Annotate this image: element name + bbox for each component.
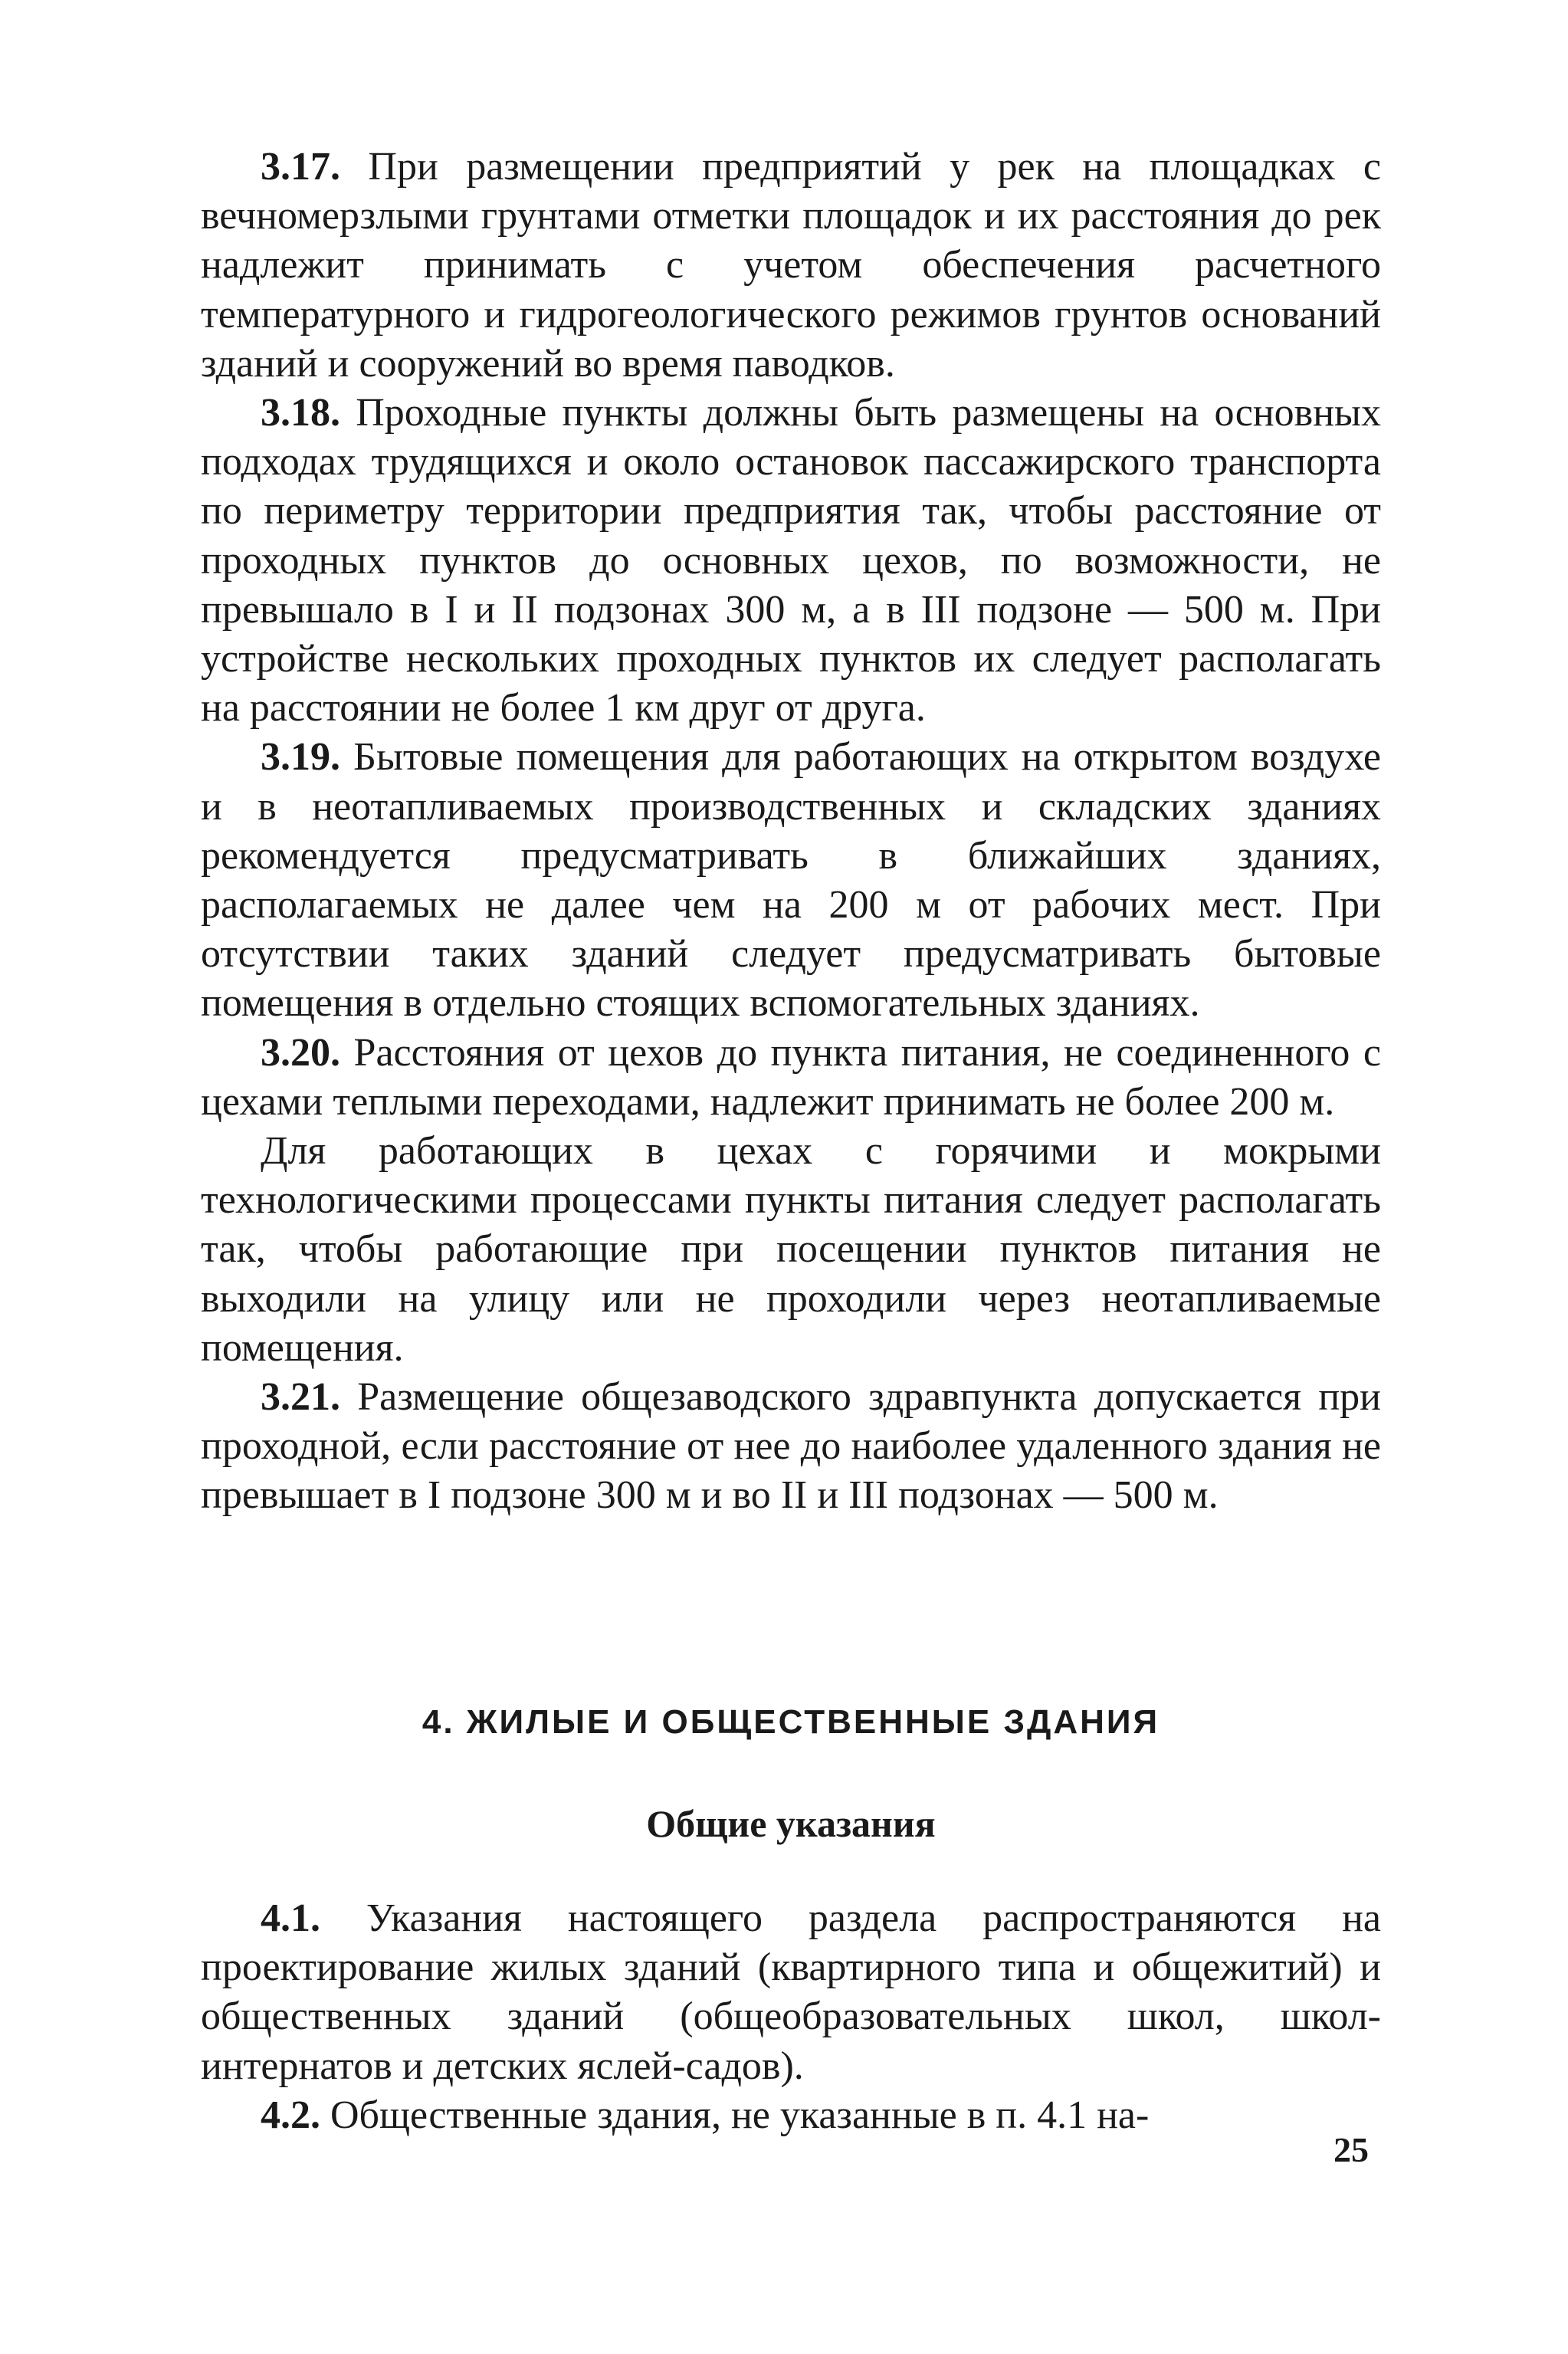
paragraph-text: Расстояния от цехов до пункта питания, не соединенного с цехами теплыми переходами, надлежит принимать не более 200 м. [201, 1030, 1381, 1124]
paragraph-text: При размещении предприятий у рек на площадках с вечномерзлыми грунтами отметки площадок и их расстояния до рек надлежит принимать с учетом обеспечения расчетного температурного и гидрогеологического режимов грунтов оснований зданий и сооружений во время паводков. [201, 145, 1381, 386]
paragraph-3-20-continued [201, 1127, 1381, 1373]
paragraph-text: Проходные пункты должны быть размещены на основных подходах трудящихся и около остановок пассажирского транспорта по периметру территории предприятия так, чтобы расстояние от проходных пунктов до основных цехов, по возможности, не превышало в I и II подзонах 300 м, а в III подзоне — 500 м. При устройстве нескольких проходных пунктов их следует располагать на расстоянии не более 1 км друг от друга. [201, 391, 1381, 730]
paragraph-4-1 [201, 1894, 1381, 2091]
paragraph-3-21 [201, 1373, 1381, 1521]
paragraph-3-20 [201, 1029, 1381, 1127]
text-block-upper [201, 143, 1381, 1521]
paragraph-number: 3.19. [261, 735, 340, 780]
subsection-title: Общие указания [646, 1802, 936, 1845]
paragraph-text: Размещение общезаводского здравпункта допускается при проходной, если расстояние от нее до наиболее удаленного здания не превышает в I подзоне 300 м и во II и III подзонах — 500 м. [201, 1375, 1381, 1518]
section-title: 4. ЖИЛЫЕ И ОБЩЕСТВЕННЫЕ ЗДАНИЯ [422, 1703, 1160, 1741]
paragraph-number: 3.20. [261, 1030, 340, 1075]
paragraph-number: 3.17. [261, 145, 340, 189]
paragraph-number: 4.1. [261, 1896, 320, 1940]
paragraph-3-19 [201, 733, 1381, 1028]
paragraph-3-17 [201, 143, 1381, 389]
paragraph-3-18 [201, 389, 1381, 733]
page-number: 25 [1333, 2130, 1369, 2169]
paragraph-number: 3.21. [261, 1375, 340, 1420]
paragraph-text: Общественные здания, не указанные в п. 4.1 на- [320, 2093, 1150, 2137]
document-page [201, 143, 1381, 2137]
paragraph-text: Бытовые помещения для работающих на открытом воздухе и в неотапливаемых производственных и складских зданиях рекомендуется предусматривать в ближайших зданиях, располагаемых не далее чем на 200 м от рабочих мест. При отсутствии таких зданий следует предусматривать бытовые помещения в отдельно стоящих вспомогательных зданиях. [201, 735, 1381, 1026]
paragraph-number: 3.18. [261, 391, 340, 435]
paragraph-text: Указания настоящего раздела распространяются на проектирование жилых зданий (квартирного типа и общежитий) и общественных зданий (общеобразовательных школ, школ-интернатов и детских яслей-садов). [201, 1896, 1381, 2088]
paragraph-number: 4.2. [261, 2093, 320, 2137]
paragraph-text: Для работающих в цехах с горячими и мокрыми технологическими процессами пункты питания следует располагать так, чтобы работающие при посещении пунктов питания не выходили на улицу или не проходили через неотапливаемые помещения. [201, 1129, 1381, 1370]
text-block-lower [201, 1894, 1381, 2140]
paragraph-4-2 [201, 2091, 1381, 2140]
